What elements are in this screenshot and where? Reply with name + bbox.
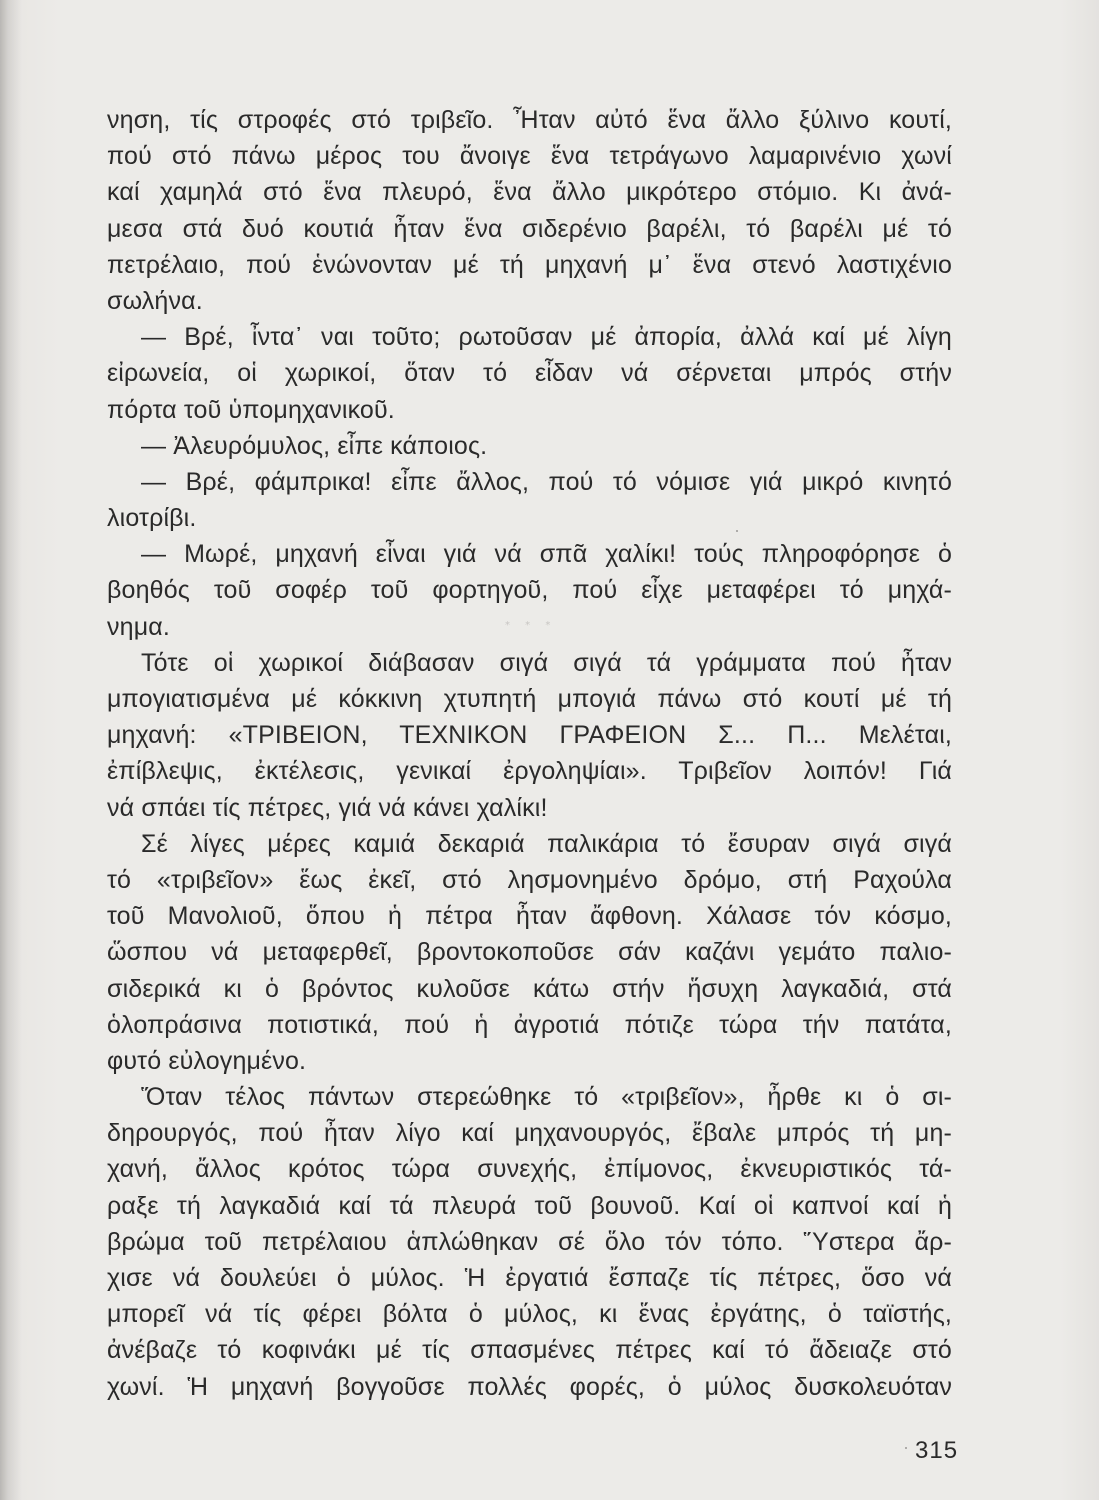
dialogue-line: — Μωρέ, μηχανή εἶναι γιά νά σπᾶ χαλίκι! τούς πληροφόρησε ὁ bbox=[141, 540, 952, 569]
text-line: εἰρωνεία, οἱ χωρικοί, ὅταν τό εἶδαν νά σέρνεται μπρός στήν bbox=[107, 359, 952, 388]
paragraph-start-line: Ὅταν τέλος πάντων στερεώθηκε τό «τριβεῖον», ἦρθε κι ὁ σι- bbox=[141, 1083, 952, 1112]
dialogue-line: — Βρέ, ἶντα᾽ ναι τοῦτο; ρωτοῦσαν μέ ἀπορία, ἀλλά καί μέ λίγη bbox=[141, 323, 952, 352]
paper-speck bbox=[905, 1447, 907, 1449]
text-line: πετρέλαιο, πού ἑνώνονταν μέ τή μηχανή μ᾽ ἕνα στενό λαστιχένιο bbox=[107, 250, 952, 279]
text-line: μπορεῖ νά τίς φέρει βόλτα ὁ μύλος, κι ἕνας ἐργάτης, ὁ ταϊστής, bbox=[107, 1300, 952, 1329]
text-line: ραξε τή λαγκαδιά καί τά πλευρά τοῦ βουνοῦ. Καί οἱ καπνοί καί ἡ bbox=[107, 1191, 952, 1220]
dialogue-line: — Βρέ, φάμπρικα! εἶπε ἄλλος, πού τό νόμισε γιά μικρό κινητό bbox=[141, 467, 952, 496]
text-line: πού στό πάνω μέρος του ἄνοιγε ἕνα τετράγωνο λαμαρινένιο χωνί bbox=[107, 142, 952, 171]
text-line: ὁλοπράσινα ποτιστικά, πού ἡ ἀγροτιά πότιζε τώρα τήν πατάτα, bbox=[107, 1010, 952, 1039]
text-line: νηση, τίς στροφές στό τριβεῖο. Ἦταν αὐτό ἕνα ἄλλο ξύλινο κουτί, bbox=[107, 106, 952, 134]
paragraph-start-line: Σέ λίγες μέρες καμιά δεκαριά παλικάρια τό ἔσυραν σιγά σιγά bbox=[141, 829, 952, 858]
text-line: βρώμα τοῦ πετρέλαιου ἁπλώθηκαν σέ ὅλο τόν τόπο. Ὕστερα ἄρ- bbox=[107, 1227, 952, 1256]
text-line: βοηθός τοῦ σοφέρ τοῦ φορτηγοῦ, πού εἶχε μεταφέρει τό μηχά- bbox=[107, 576, 952, 605]
page-number: 315 bbox=[915, 1437, 959, 1464]
text-line: ἀνέβαζε τό κοφινάκι μέ τίς σπασμένες πέτρες καί τό ἄδειαζε στό bbox=[107, 1336, 952, 1365]
text-line: σιδερικά κι ὁ βρόντος κυλοῦσε κάτω στήν ἥσυχη λαγκαδιά, στά bbox=[107, 974, 952, 1003]
text-line: μηχανή: «ΤΡΙΒΕΙΟΝ, ΤΕΧΝΙΚΟΝ ΓΡΑΦΕΙΟΝ Σ... Π... Μελέται, bbox=[107, 721, 952, 750]
text-line: σωλήνα. bbox=[107, 286, 203, 315]
text-line: δηρουργός, πού ἦταν λίγο καί μηχανουργός, ἔβαλε μπρός τή μη- bbox=[107, 1119, 952, 1148]
text-line: χισε νά δουλεύει ὁ μύλος. Ἡ ἐργατιά ἔσπαζε τίς πέτρες, ὅσο νά bbox=[107, 1264, 952, 1292]
section-separator: * * * bbox=[505, 620, 557, 631]
text-line: μπογιατισμένα μέ κόκκινη χτυπητή μπογιά πάνω στό κουτί μέ τή bbox=[107, 685, 952, 713]
paragraph-start-line: Τότε οἱ χωρικοί διάβασαν σιγά σιγά τά γράμματα πού ἦταν bbox=[141, 648, 952, 677]
text-line: νά σπάει τίς πέτρες, γιά νά κάνει χαλίκι! bbox=[107, 793, 548, 822]
text-line: πόρτα τοῦ ὑπομηχανικοῦ. bbox=[107, 395, 395, 424]
text-line: ὥσπου νά μεταφερθεῖ, βροντοκοποῦσε σάν καζάνι γεμάτο παλιο- bbox=[107, 938, 952, 967]
dialogue-line: — Ἀλευρόμυλος, εἶπε κάποιος. bbox=[141, 431, 488, 460]
text-line: μεσα στά δυό κουτιά ἦταν ἕνα σιδερένιο βαρέλι, τό βαρέλι μέ τό bbox=[107, 214, 952, 243]
text-line: ἐπίβλεψις, ἐκτέλεσις, γενικαί ἐργοληψίαι». Τριβεῖον λοιπόν! Γιά bbox=[107, 757, 952, 786]
text-line: λιοτρίβι. bbox=[107, 504, 197, 533]
body-text bbox=[107, 102, 952, 1405]
paper-speck bbox=[736, 530, 738, 532]
text-line: τοῦ Μανολιοῦ, ὅπου ἡ πέτρα ἦταν ἄφθονη. Χάλασε τόν κόσμο, bbox=[107, 902, 952, 931]
text-line: καί χαμηλά στό ἕνα πλευρό, ἕνα ἄλλο μικρότερο στόμιο. Κι ἀνά- bbox=[107, 178, 952, 207]
text-line: νημα. bbox=[107, 612, 170, 641]
text-line: χωνί. Ἡ μηχανή βογγοῦσε πολλές φορές, ὁ μύλος δυσκολευόταν bbox=[107, 1372, 952, 1401]
text-line: χανή, ἄλλος κρότος τώρα συνεχής, ἐπίμονος, ἐκνευριστικός τά- bbox=[107, 1155, 952, 1184]
text-line: φυτό εὐλογημένο. bbox=[107, 1046, 307, 1075]
text-line: τό «τριβεῖον» ἕως ἐκεῖ, στό λησμονημένο δρόμο, στή Ραχούλα bbox=[107, 865, 952, 894]
